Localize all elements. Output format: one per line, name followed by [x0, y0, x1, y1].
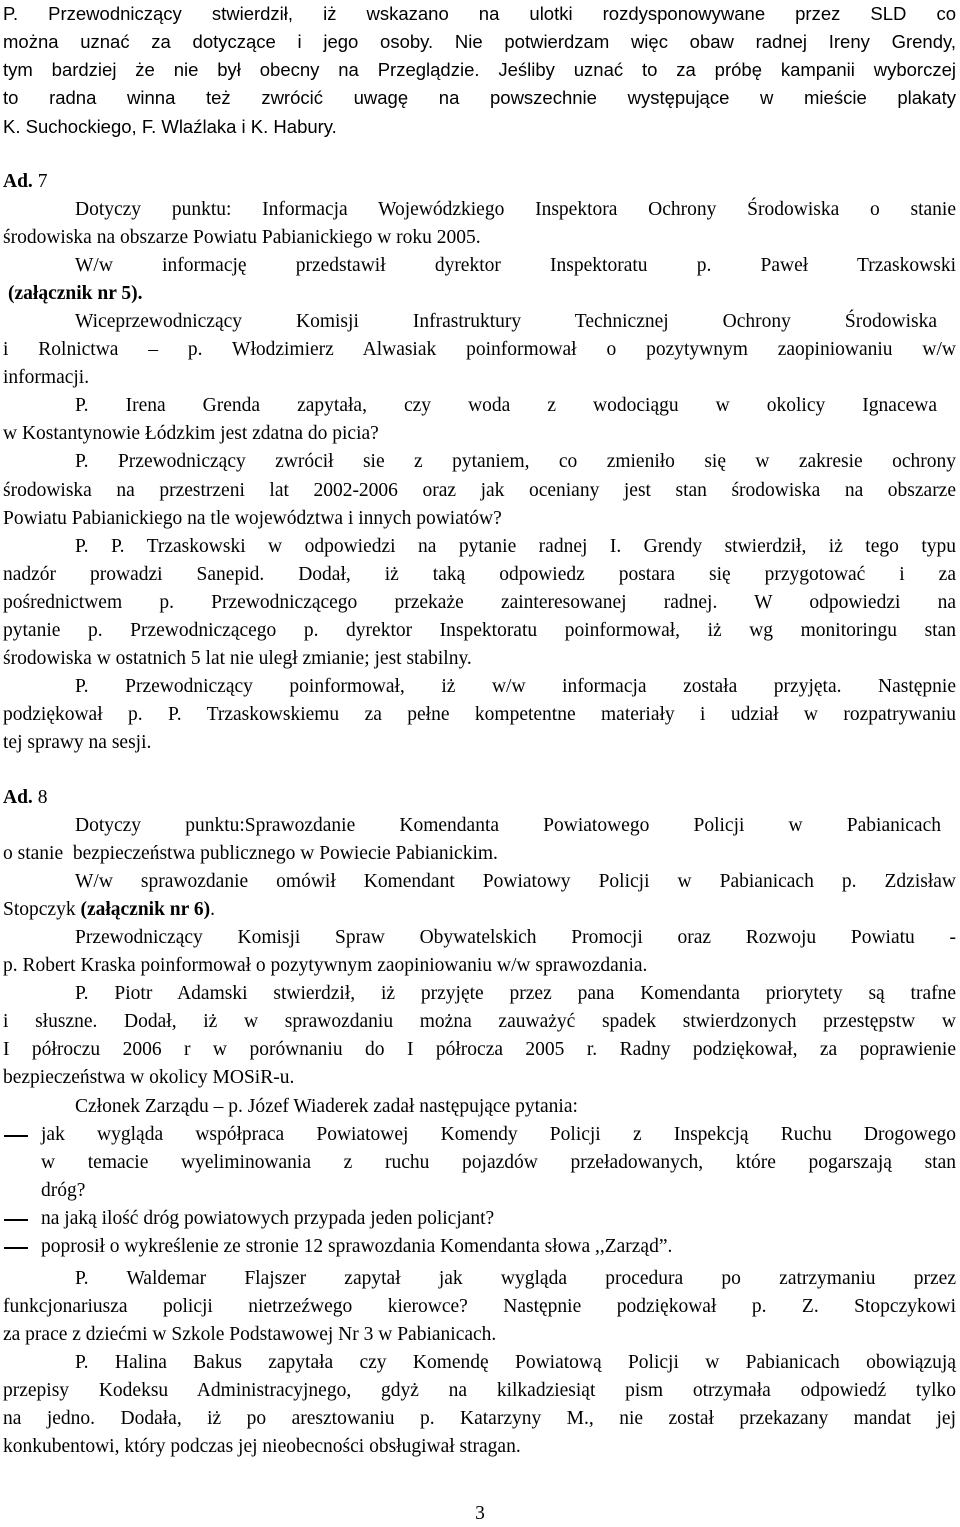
paragraph-line: P. Halina Bakus zapytała czy Komendę Powiatową Policji w Pabianicach obowiązują: [75, 1352, 956, 1373]
list-bullet-dash: [4, 1219, 28, 1221]
paragraph-line: p. Robert Kraska poinformował o pozytywnym zaopiniowaniu w/w sprawozdania.: [3, 955, 648, 976]
paragraph-line: Powiatu Pabianickiego na tle województwa i innych powiatów?: [3, 508, 502, 529]
paragraph-line: bezpieczeństwa w okolicy MOSiR-u.: [3, 1067, 295, 1088]
paragraph-line: P. P. Trzaskowski w odpowiedzi na pytanie radnej I. Grendy stwierdził, iż tego typu: [75, 536, 956, 557]
paragraph-line: Dotyczy punktu:Sprawozdanie Komendanta Powiatowego Policji w Pabianicach: [75, 815, 941, 836]
page-number: 3: [475, 1503, 485, 1524]
section-number: 8: [37, 787, 48, 808]
paragraph-line: na jedno. Dodała, iż po aresztowaniu p. Katarzyny M., nie został przekazany mandat jej: [3, 1408, 956, 1429]
paragraph-line: W/w informację przedstawił dyrektor Inspektoratu p. Paweł Trzaskowski: [75, 255, 956, 276]
paragraph-line: Dotyczy punktu: Informacja Wojewódzkiego Inspektora Ochrony Środowiska o stanie: [75, 199, 956, 220]
paragraph-line: P. Przewodniczący zwrócił sie z pytaniem, co zmieniło się w zakresie ochrony: [75, 451, 956, 472]
paragraph-line: o stanie bezpieczeństwa publicznego w Powiecie Pabianickim.: [3, 843, 498, 864]
paragraph-line: K. Suchockiego, F. Wlaźlaka i K. Habury.: [3, 116, 337, 137]
section-number: 7: [37, 171, 48, 192]
paragraph-line: pośrednictwem p. Przewodniczącego przekaże zainteresowanej radnej. W odpowiedzi na: [3, 592, 956, 613]
paragraph-line: nadzór prowadzi Sanepid. Dodał, iż taką odpowiedz postara się przygotować i za: [3, 564, 956, 585]
paragraph-line: środowiska na obszarze Powiatu Pabianickiego w roku 2005.: [3, 227, 481, 248]
paragraph-line: i Rolnictwa – p. Włodzimierz Alwasiak poinformował o pozytywnym zaopiniowaniu w/w: [3, 339, 956, 360]
attachment-reference: (załącznik nr 5).: [8, 283, 143, 304]
period-text: .: [210, 899, 215, 920]
section-heading-7: [3, 168, 956, 196]
paragraph-line: można uznać za dotyczące i jego osoby. Nie potwierdzam więc obaw radnej Ireny Grendy,: [3, 31, 956, 52]
section-label: Ad.: [3, 787, 33, 808]
paragraph-line: przepisy Kodeksu Administracyjnego, gdyż na kilkadziesiąt pism otrzymała odpowiedź tylko: [3, 1380, 956, 1401]
paragraph-line: konkubentowi, który podczas jej nieobecności obsługiwał stragan.: [3, 1436, 521, 1457]
paragraph-line: za prace z dziećmi w Szkole Podstawowej Nr 3 w Pabianicach.: [3, 1324, 497, 1345]
paragraph-line: środowiska w ostatnich 5 lat nie uległ zmianie; jest stabilny.: [3, 648, 472, 669]
paragraph-line: i słuszne. Dodał, iż w sprawozdaniu można zauważyć spadek stwierdzonych przestępstw w: [3, 1011, 956, 1032]
paragraph-line: funkcjonariusza policji nietrzeźwego kierowce? Następnie podziękował p. Z. Stopczykowi: [3, 1296, 956, 1317]
paragraph-line: P. Waldemar Flajszer zapytał jak wygląda procedura po zatrzymaniu przez: [75, 1268, 956, 1289]
section-label: Ad.: [3, 171, 33, 192]
paragraph-line: [3, 896, 956, 924]
paragraph-line: w Kostantynowie Łódzkim jest zdatna do picia?: [3, 423, 379, 444]
paragraph-line: tym bardziej że nie był obecny na Przeglądzie. Jeśliby uznać to za próbę kampanii wyborczej: [3, 59, 956, 80]
paragraph-line: to radna winna też zwrócić uwagę na powszechnie występujące w mieście plakaty: [3, 87, 956, 108]
list-bullet-dash: [4, 1135, 28, 1137]
section-heading-8: [3, 784, 956, 812]
paragraph-line: środowiska na przestrzeni lat 2002-2006 oraz jak oceniany jest stan środowiska na obszarze: [3, 480, 956, 501]
paragraph-line: Przewodniczący Komisji Spraw Obywatelskich Promocji oraz Rozwoju Powiatu -: [75, 927, 956, 948]
paragraph-line: P. Przewodniczący stwierdził, iż wskazano na ulotki rozdysponowywane przez SLD co: [3, 3, 956, 24]
paragraph-line: P. Piotr Adamski stwierdził, iż przyjęte przez pana Komendanta priorytety są trafne: [75, 983, 956, 1004]
list-item-continuation: dróg?: [41, 1180, 86, 1201]
paragraph-line: P. Irena Grenda zapytała, czy woda z wodociągu w okolicy Ignacewa: [75, 395, 937, 416]
paragraph-line: podziękował p. P. Trzaskowskiemu za pełne kompetentne materiały i udział w rozpatrywaniu: [3, 704, 956, 725]
paragraph-line: P. Przewodniczący poinformował, iż w/w informacja została przyjęta. Następnie: [75, 676, 956, 697]
list-item: jak wygląda współpraca Powiatowej Komendy Policji z Inspekcją Ruchu Drogowego: [41, 1124, 956, 1145]
paragraph-line: informacji.: [3, 367, 90, 388]
list-item-continuation: w temacie wyeliminowania z ruchu pojazdów przeładowanych, które pogarszają stan: [41, 1152, 956, 1173]
attachment-reference: (załącznik nr 6): [80, 899, 211, 920]
paragraph-line: pytanie p. Przewodniczącego p. dyrektor Inspektoratu poinformował, iż wg monitoringu stan: [3, 620, 956, 641]
name-text: Stopczyk: [3, 899, 76, 920]
paragraph-line: W/w sprawozdanie omówił Komendant Powiatowy Policji w Pabianicach p. Zdzisław: [75, 871, 956, 892]
paragraph-line: Wiceprzewodniczący Komisji Infrastruktury Technicznej Ochrony Środowiska: [75, 311, 937, 332]
list-item: poprosił o wykreślenie ze stronie 12 sprawozdania Komendanta słowa ,,Zarząd”.: [41, 1236, 673, 1257]
paragraph-line: Członek Zarządu – p. Józef Wiaderek zadał następujące pytania:: [75, 1096, 578, 1117]
paragraph-line: I półroczu 2006 r w porównaniu do I półrocza 2005 r. Radny podziękował, za poprawienie: [3, 1039, 956, 1060]
list-item: na jaką ilość dróg powiatowych przypada jeden policjant?: [41, 1208, 495, 1229]
paragraph-line: tej sprawy na sesji.: [3, 732, 152, 753]
list-bullet-dash: [4, 1247, 28, 1249]
